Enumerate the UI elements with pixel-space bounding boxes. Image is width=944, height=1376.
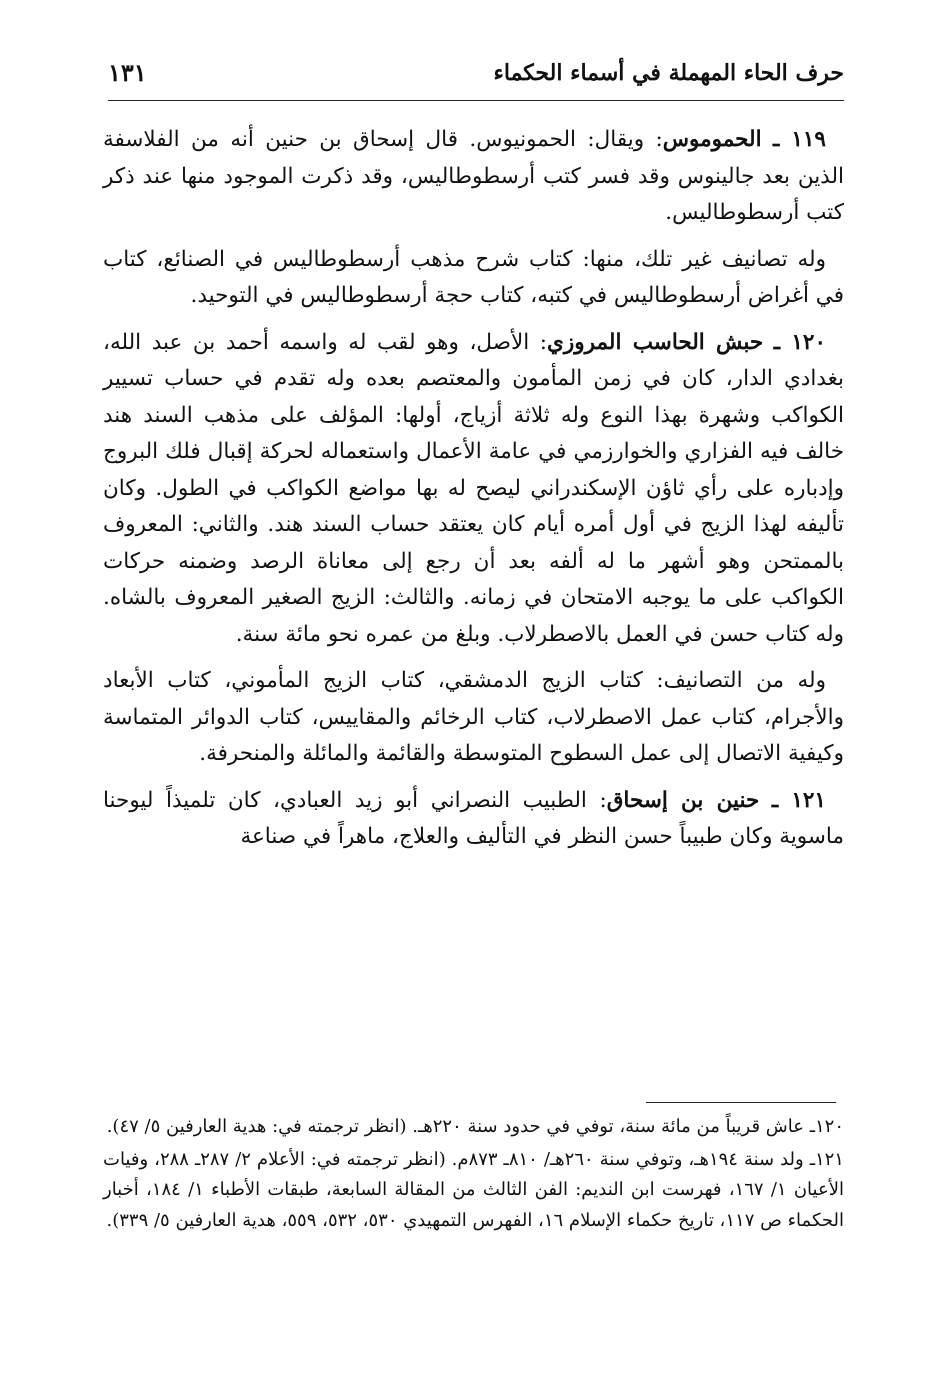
page-header	[108, 58, 844, 101]
main-text	[103, 122, 844, 866]
entry-120-paragraph	[103, 325, 844, 654]
entry-120-text: : الأصل، وهو لقب له واسمه أحمد بن عبد الله، بغدادي الدار، كان في زمن المأمون والمعتصم بعده وله تقدم في حساب تسيير الكواكب وشهرة بهذا النوع وله ثلاثة أزياج، أولها: المؤلف على مذهب السند هند خالف فيه الفزاري والخوارزمي في عامة الأعمال واستعماله لحركة إقبال فلك البروج وإدباره على رأي ثاؤن الإسكندراني ليصح له بها مواضع الكواكب في الطول. وكان تأليفه لهذا الزيج في أول أمره أيام كان يعتقد حساب السند هند. والثاني: المعروف بالممتحن وهو أشهر ما له ألفه بعد أن رجع إلى معاناة الرصد وضمنه حركات الكواكب على ما يوجبه الامتحان في زمانه. والثالث: الزيج الصغير المعروف بالشاه. وله كتاب حسن في العمل بالاصطرلاب. وبلغ من عمره نحو مائة سنة.	[103, 329, 844, 647]
entry-120-name: حبش الحاسب المروزي	[547, 329, 764, 355]
footnote-121: ١٢١ـ ولد سنة ١٩٤هـ، وتوفي سنة ٢٦٠هـ/ ٨١٠ـ ٨٧٣م. (انظر ترجمته في: الأعلام ٢/ ٢٨٧ـ ٢٨٨، وفيات الأعيان ١/ ١٦٧، فهرست ابن النديم: الفن الثالث من المقالة السابعة، طبقات الأطباء ١/ ١٨٤، أخبار الحكماء ص ١١٧، تاريخ حكماء الإسلام ١٦، الفهرس التمهيدي ٥٣٠، ٥٣٢، ٥٥٩، هدية العارفين ٥/ ٣٣٩).	[103, 1148, 844, 1231]
footnote-120: ١٢٠ـ عاش قريباً من مائة سنة، توفي في حدود سنة ٢٢٠هـ. (انظر ترجمته في: هدية العارفين ٥/ ٤٧).	[106, 1116, 844, 1137]
entry-119-name: الحموموس	[662, 127, 762, 152]
entry-119-text: : ويقال: الحمونيوس. قال إسحاق بن حنين أنه من الفلاسفة الذين بعد جالينوس وقد فسر كتب أرسطوطاليس، وقد ذكرت الموجود منها عند ذكر كتب أرسطوطاليس.	[103, 127, 844, 225]
entry-119-paragraph	[103, 122, 844, 232]
entry-121-paragraph	[103, 783, 844, 856]
entry-119-works-paragraph: وله تصانيف غير تلك، منها: كتاب شرح مذهب أرسطوطاليس في الصنائع، كتاب في أغراض أرسطوطاليس في كتبه، كتاب حجة أرسطوطاليس في التوحيد.	[103, 246, 844, 308]
footnotes	[103, 1112, 844, 1238]
entry-121-number: ١٢١ ـ	[771, 787, 826, 813]
entry-120-works-paragraph: وله من التصانيف: كتاب الزيج الدمشقي، كتاب الزيج المأموني، كتاب الأبعاد والأجرام، كتاب عمل الاصطرلاب، كتاب الرخائم والمقاييس، كتاب الدوائر المتماسة وكيفية الاتصال إلى عمل السطوح المتوسطة والقائمة والمائلة والمنحرفة.	[103, 668, 844, 766]
entry-120-number: ١٢٠ ـ	[773, 329, 826, 355]
page-number: ١٣١	[108, 58, 147, 87]
entry-121-text: : الطبيب النصراني أبو زيد العبادي، كان تلميذاً ليوحنا ماسوية وكان طبيباً حسن النظر في التأليف والعلاج، ماهراً في صناعة	[103, 787, 844, 849]
entry-119-number: ١١٩ ـ	[772, 127, 826, 152]
footnote-separator	[646, 1102, 836, 1103]
entry-121-name: حنين بن إسحاق	[606, 787, 760, 813]
running-title: حرف الحاء المهملة في أسماء الحكماء	[493, 60, 844, 86]
